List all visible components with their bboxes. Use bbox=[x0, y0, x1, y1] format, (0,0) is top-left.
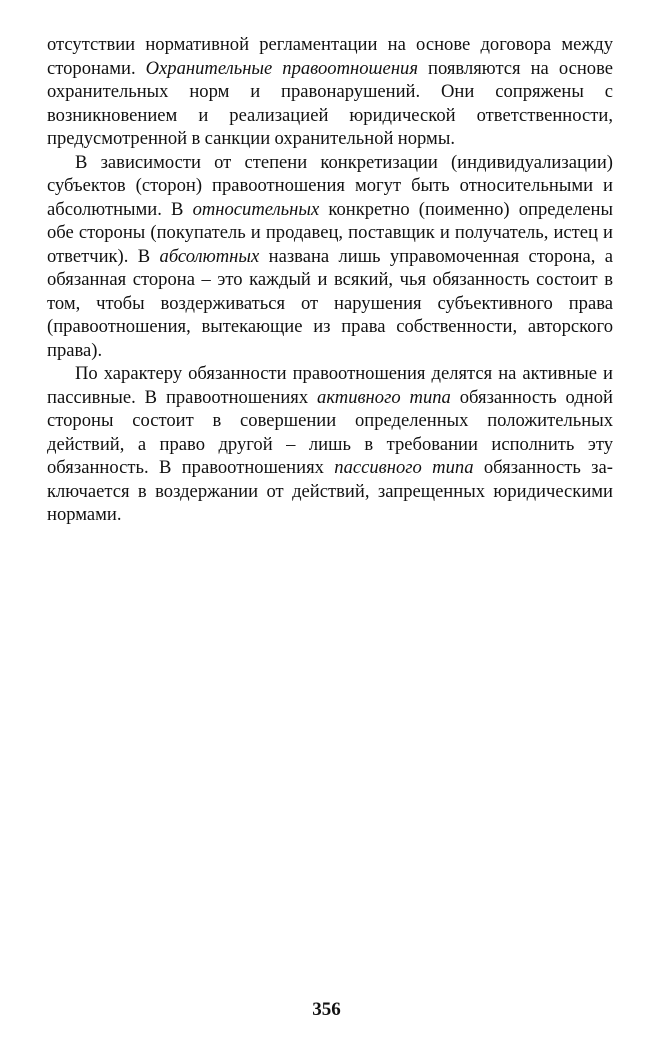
text-segment: отсутствии нормативной регламентации на основе договора между сторонами. bbox=[47, 34, 613, 79]
paragraph-1 bbox=[47, 33, 613, 151]
italic-term: Охранительные правоотношения bbox=[145, 57, 418, 79]
italic-term: пассивного типа bbox=[334, 457, 474, 478]
italic-term: активного типа bbox=[317, 386, 451, 408]
italic-term: относительных bbox=[192, 198, 320, 220]
text-segment: В зависимости от степени конкретизации (индивидуализации) субъектов (сторон) правоотношения могут быть относительными и абсолютными. В bbox=[47, 151, 613, 220]
paragraph-3 bbox=[47, 362, 613, 527]
paragraph-2 bbox=[47, 151, 613, 363]
text-segment: обязанность одной стороны состоит в совершении определенных положительных действий, а право другой – лишь в требовании исполнить эту обязанность. В правоотношениях bbox=[47, 386, 613, 478]
text-segment: обязанность заключается в воздержании от действий, запрещенных юридическими нормами. bbox=[47, 457, 613, 525]
text-segment: По характеру обязанности правоотношения делятся на активные и пассивные. В правоотношениях bbox=[47, 363, 613, 408]
page-body bbox=[47, 33, 613, 527]
italic-term: абсолютных bbox=[159, 245, 260, 267]
text-segment: появляются на основе охранительных норм и правонарушений. Они сопряжены с возникновением и реализацией юридической ответственности, предусмотренной в санкции охранительной нормы. bbox=[47, 57, 613, 149]
page-number: 356 bbox=[312, 999, 341, 1020]
text-segment: конкретно (поименно) определены обе стороны (покупатель и продавец, поставщик и получатель, истец и ответчик). В bbox=[47, 198, 613, 267]
text-segment: названа лишь управомоченная сторона, а обязанная сторона – это каждый и всякий, чья обязанность состоит в том, чтобы воздерживаться от нарушения субъективного права (правоотношения, вытекающие из права собственности, авторского права). bbox=[47, 245, 613, 361]
